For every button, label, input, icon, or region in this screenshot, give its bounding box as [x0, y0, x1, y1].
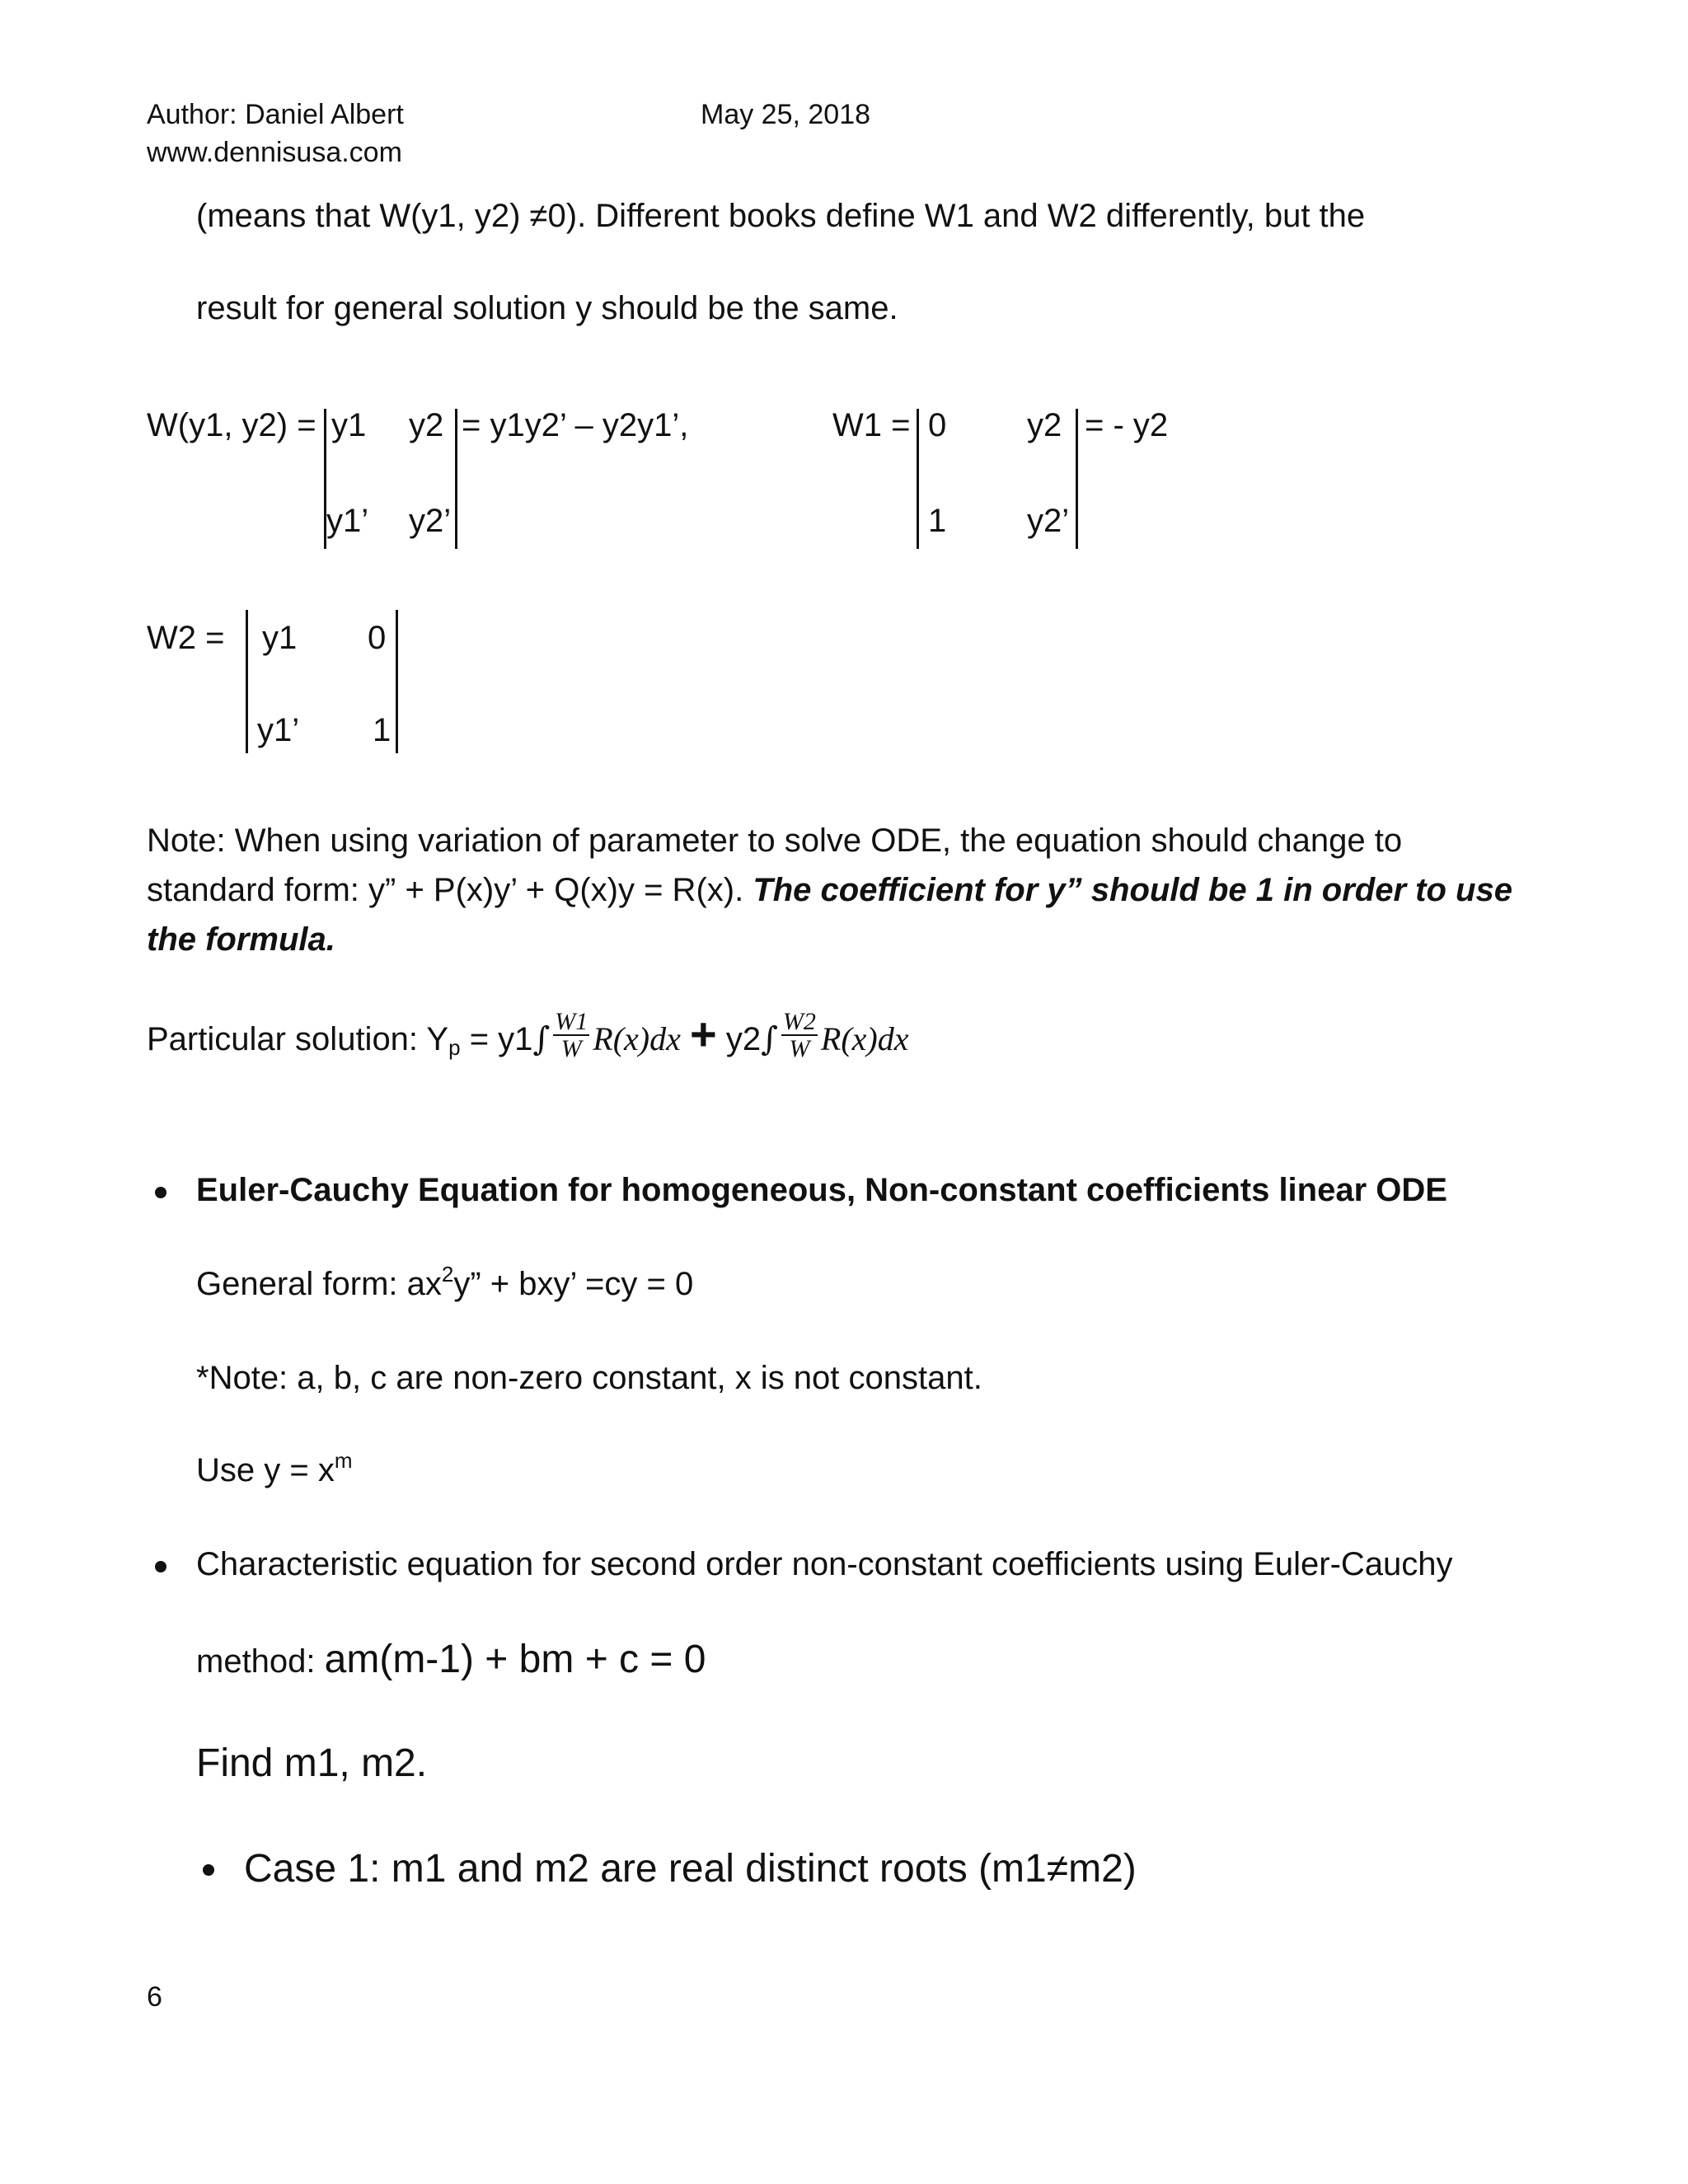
wronskian-right-bar: [455, 409, 457, 549]
w1-right-bar: [1076, 409, 1078, 549]
w1-label: W1 =: [832, 407, 911, 443]
integrand-1: R(x)dx: [593, 1020, 681, 1057]
general-form-prefix: General form: ax: [196, 1266, 442, 1302]
w2-cell: y1: [262, 620, 298, 656]
w1-left-bar: [917, 409, 919, 549]
particular-eq: = y1: [460, 1021, 533, 1057]
w2-right-bar: [396, 610, 398, 753]
integral-sign-2: ∫: [761, 1020, 778, 1058]
integral-sign-1: ∫: [532, 1020, 551, 1058]
integrand-2: R(x)dx: [820, 1020, 909, 1057]
use-superscript: m: [334, 1448, 353, 1473]
wronskian-cell: y1’: [326, 503, 369, 539]
use-prefix: Use y = x: [196, 1452, 335, 1488]
w1-cell: 1: [928, 503, 947, 539]
intro-line-2: result for general solution y should be the same.: [196, 290, 898, 326]
characteristic-equation: am(m-1) + bm + c = 0: [324, 1638, 706, 1681]
w1-result: = - y2: [1085, 407, 1169, 443]
note-line-2: [147, 872, 1512, 909]
euler-note: *Note: a, b, c are non-zero constant, x is not constant.: [196, 1360, 982, 1396]
particular-solution: [147, 1007, 909, 1067]
fraction-1-numerator: W1: [555, 1008, 588, 1036]
w1-cell: y2: [1027, 407, 1062, 443]
characteristic-line-1: Characteristic equation for second order non-constant coefficients using Euler-Cauchy: [196, 1546, 1453, 1582]
euler-use: [196, 1448, 353, 1489]
note-line-2-plain: standard form: y” + P(x)y’ + Q(x)y = R(x).: [147, 872, 753, 908]
note-line-3-emphasis: the formula.: [147, 921, 335, 958]
general-form-suffix: y” + bxy’ =cy = 0: [453, 1266, 694, 1302]
w2-cell: 1: [373, 712, 392, 748]
intro-line-1: (means that W(y1, y2) ≠0). Different books define W1 and W2 differently, but the: [196, 198, 1366, 234]
euler-heading: Euler-Cauchy Equation for homogeneous, Non-constant coefficients linear ODE: [196, 1172, 1447, 1208]
wronskian-cell: y1: [331, 407, 367, 443]
fraction-2-numerator: W2: [782, 1008, 816, 1036]
case-1: Case 1: m1 and m2 are real distinct roots (m1≠m2): [244, 1847, 1137, 1891]
bullet-characteristic: [155, 1561, 166, 1572]
note-line-2-emphasis: The coefficient for y” should be 1 in order to use: [753, 872, 1512, 908]
wronskian-result: = y1y2’ – y2y1’,: [462, 407, 689, 443]
fraction-1: [553, 1010, 589, 1062]
website-line: www.dennisusa.com: [147, 137, 402, 168]
bullet-euler: [155, 1187, 166, 1198]
bullet-case-1: [203, 1864, 214, 1876]
fraction-2-denominator: W: [789, 1035, 810, 1063]
wronskian-label: W(y1, y2) =: [147, 407, 316, 443]
fraction-2: [781, 1010, 818, 1062]
particular-subscript: p: [448, 1035, 461, 1060]
method-prefix: method:: [196, 1643, 325, 1680]
w1-cell: 0: [928, 407, 947, 443]
particular-mid: y2: [725, 1021, 762, 1057]
w2-cell: y1’: [257, 712, 300, 748]
w2-cell: 0: [368, 620, 387, 656]
fraction-1-denominator: W: [560, 1035, 582, 1063]
particular-label: Particular solution: Y: [147, 1021, 449, 1057]
find-roots: Find m1, m2.: [196, 1741, 428, 1785]
w2-label: W2 =: [147, 620, 225, 656]
wronskian-cell: y2: [409, 407, 444, 443]
date-line: May 25, 2018: [701, 99, 871, 130]
characteristic-line-2: [196, 1637, 706, 1682]
general-form-superscript: 2: [441, 1262, 454, 1286]
euler-general-form: [196, 1262, 694, 1303]
note-line-1: Note: When using variation of parameter to solve ODE, the equation should change to: [147, 823, 1403, 859]
author-line: Author: Daniel Albert: [147, 99, 404, 130]
plus-sign: +: [690, 1008, 717, 1060]
wronskian-cell: y2’: [409, 503, 452, 539]
w2-left-bar: [246, 610, 248, 753]
page-number: 6: [147, 1981, 162, 2013]
w1-cell: y2’: [1027, 503, 1070, 539]
